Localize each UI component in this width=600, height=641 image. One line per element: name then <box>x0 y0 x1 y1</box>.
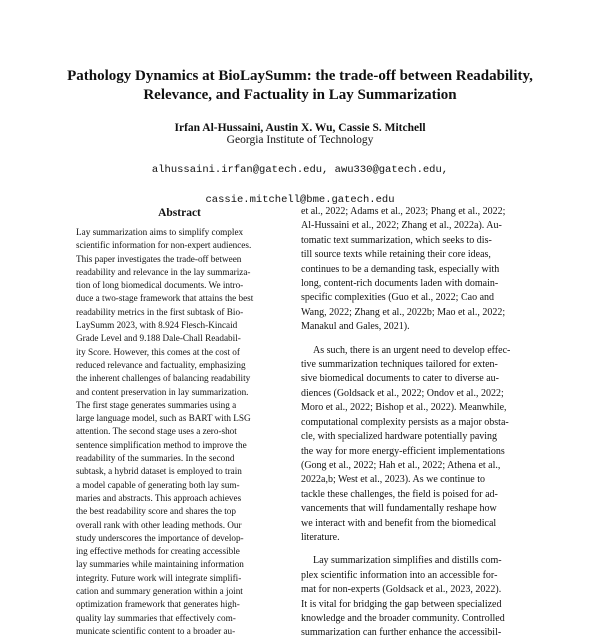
body-paragraph-1 <box>301 205 531 335</box>
abstract-line: integrity. Future work will integrate simplifi- <box>76 572 242 583</box>
abstract-line: tion of long biomedical documents. We intro- <box>76 280 244 291</box>
abstract-line: Grade Level and 9.188 Dale-Chall Readabil- <box>76 333 241 344</box>
body-line: till source texts while retaining their core ideas, <box>301 249 491 261</box>
title-line-1: Pathology Dynamics at BioLaySumm: the trade-off between Readability, <box>67 68 533 84</box>
abstract-line: readability metrics in the first subtask of Bio- <box>76 306 244 317</box>
abstract-line: cation and summary generation within a joint <box>76 586 243 597</box>
body-line: Manakul and Gales, 2021). <box>301 321 410 333</box>
abstract-line: optimization framework that generates high- <box>76 599 240 610</box>
abstract-line: overall rank with other leading methods. Our <box>76 519 242 530</box>
abstract-line: the inherent challenges of balancing readability <box>76 373 251 384</box>
body-line: mat for non-experts (Goldsack et al., 2023, 2022). <box>301 584 502 596</box>
abstract-line: subtask, a hybrid dataset is employed to train <box>76 466 242 477</box>
body-line: et al., 2022; Adams et al., 2023; Phang et al., 2022; <box>301 206 506 217</box>
email-line-2: cassie.mitchell@bme.gatech.edu <box>205 194 395 206</box>
body-paragraph-2 <box>301 344 531 546</box>
abstract-line: reduced relevance and factuality, emphasizing <box>76 359 246 370</box>
abstract-line: sentence simplification method to improve the <box>76 439 247 450</box>
body-line: tomatic text summarization, which seeks to dis- <box>301 234 492 246</box>
abstract-body <box>76 226 285 638</box>
abstract-line: readability of the summaries. In the second <box>76 453 235 464</box>
abstract-line: This paper investigates the trade-off between <box>76 253 242 264</box>
body-line: Lay summarization simplifies and distills com- <box>313 555 502 567</box>
abstract-line: municate scientific content to a broader au- <box>76 625 236 636</box>
abstract-line: quality lay summaries that effectively com- <box>76 612 236 623</box>
abstract-line: readability and relevance in the lay summariza- <box>76 266 251 277</box>
body-line: long, content-rich documents laden with domain- <box>301 278 499 290</box>
body-line: Moro et al., 2022; Bishop et al., 2022). Meanwhile, <box>301 402 507 414</box>
abstract-line: study underscores the importance of develop- <box>76 532 244 543</box>
abstract-line: the best readability score and shares the top <box>76 506 236 517</box>
body-line: tackle these challenges, the field is poised for ad- <box>301 488 498 500</box>
paper-title <box>40 67 560 105</box>
body-line: continues to be a demanding task, especially with <box>301 263 500 275</box>
abstract-line: maries and abstracts. This approach achieves <box>76 492 242 503</box>
body-line: cle, with specialized hardware potentially paving <box>301 431 498 443</box>
abstract-line: lay summaries while maintaining information <box>76 559 244 570</box>
abstract-line: Lay summarization aims to simplify complex <box>76 227 244 237</box>
abstract-line: scientific information for non-expert audiences. <box>76 240 252 251</box>
body-line: we interact with and benefit from the biomedical <box>301 517 497 529</box>
body-line: literature. <box>301 531 340 543</box>
abstract-line: ing effective methods for creating accessible <box>76 546 240 557</box>
abstract-line: duce a two-stage framework that attains the best <box>76 293 254 304</box>
abstract-heading: Abstract <box>158 207 201 219</box>
abstract-line: large language model, such as BART with LSG <box>76 413 251 424</box>
affiliation: Georgia Institute of Technology <box>226 134 374 146</box>
body-line: 2022a,b; West et al., 2023). As we continue to <box>301 474 485 486</box>
body-line: Wang, 2022; Zhang et al., 2022b; Mao et al., 2022; <box>301 306 506 318</box>
author-list: Irfan Al-Hussaini, Austin X. Wu, Cassie S. Mitchell <box>174 122 426 134</box>
body-paragraph-3 <box>301 554 531 640</box>
body-line: tive summarization techniques tailored for exten- <box>301 359 498 371</box>
body-line: sive biomedical documents to cater to diverse au- <box>301 373 499 385</box>
body-line: specific complexities (Guo et al., 2022; Cao and <box>301 292 495 304</box>
body-line: diences (Goldsack et al., 2022; Ondov et al., 2022; <box>301 387 504 399</box>
body-line: knowledge and the broader community. Controlled <box>301 612 505 624</box>
title-line-2: Relevance, and Factuality in Lay Summarization <box>143 87 457 103</box>
email-line-1: alhussaini.irfan@gatech.edu, awu330@gatech.edu, <box>151 164 449 176</box>
abstract-line: LaySumm 2023, with 8.924 Flesch-Kincaid <box>76 320 238 331</box>
body-line: Al-Hussaini et al., 2022; Zhang et al., 2022a). Au- <box>301 220 502 232</box>
abstract-line: attention. The second stage uses a zero-shot <box>76 426 237 437</box>
abstract-line: ity Score. However, this comes at the cost of <box>76 346 240 357</box>
body-line: As such, there is an urgent need to develop effec- <box>313 344 511 356</box>
abstract-line: The first stage generates summaries using a <box>76 399 237 410</box>
abstract-line: a model capable of generating both lay sum- <box>76 479 240 490</box>
intro-column <box>301 205 531 641</box>
body-line: summarization can further enhance the accessibil- <box>301 627 502 639</box>
body-line: (Gong et al., 2022; Hah et al., 2022; Athena et al., <box>301 459 501 471</box>
body-line: vancements that will fundamentally reshape how <box>301 503 497 515</box>
abstract-line: and content preservation in lay summarization. <box>76 386 249 397</box>
body-line: computational complexity persists as a major obsta- <box>301 416 509 428</box>
body-line: plex scientific information into an accessible for- <box>301 569 498 581</box>
body-line: It is vital for bridging the gap between specialized <box>301 598 502 610</box>
body-line: the way for more energy-efficient implementations <box>301 445 505 457</box>
